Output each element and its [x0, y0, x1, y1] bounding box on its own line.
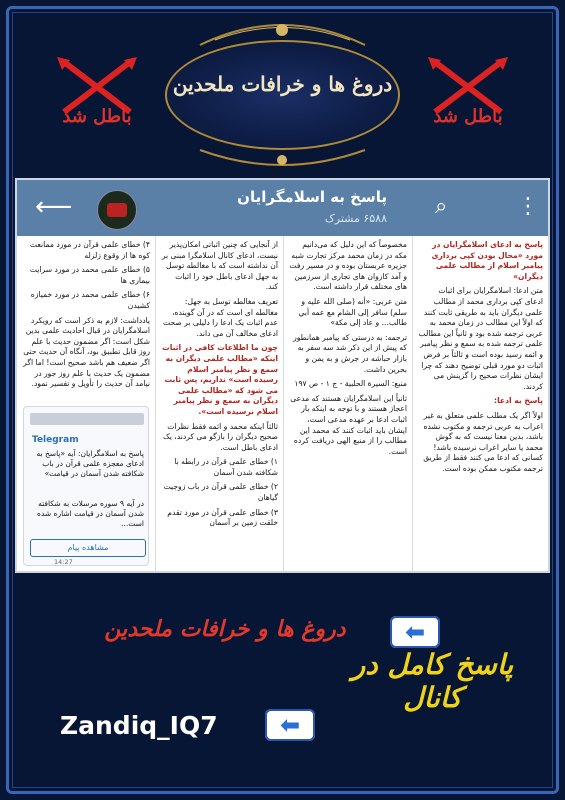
crossed-swords-icon	[52, 52, 142, 142]
telegram-screenshot	[15, 178, 550, 573]
card-reply-text	[30, 449, 144, 529]
message-paragraph: ثالثاً اینکه محمد و ائمه فقط نظرات صحیح دیگران را بازگو می کردند، یک ادعای باطل است.	[162, 421, 278, 452]
card-body: در آیه ۹ سوره مرسلات به شکافته شدن آسمان در قیامت اشاره شده است...	[37, 499, 144, 528]
message-column-1	[412, 236, 548, 571]
message-paragraph: مخصوصاً که این دلیل که می‌دانیم مکه در زمان محمد مرکز تجارت شبه جزیره عربستان بوده و در مسیر رفت و آمد کاروان های تجاری از سرزمین های مختلف قرار داشته است.	[289, 240, 407, 292]
banner-title: دروغ ها و خرافات ملحدین	[172, 72, 393, 96]
list-item: ۵) خطای علمی محمد در مورد سرایت بیماری ها	[29, 265, 150, 285]
more-vert-icon[interactable]: ⋮	[517, 194, 539, 219]
message-source: منبع: السيرة الحلبية - ج ١ - ص ١٩٧	[294, 379, 407, 389]
message-subheading: پاسخ به ادعا:	[494, 396, 543, 406]
message-paragraph: ثانیاً این اسلامگرایان هستند که مدعی اعجاز هستند و با توجه به اینکه بار اثبات ادعا بر عهده مدعی است، ایشان باید اثبات کنند که محمد این مطالب را از منبع الهی دریافت کرده است.	[290, 393, 407, 456]
search-icon[interactable]: ⌕	[435, 194, 448, 219]
bottom-cta	[0, 578, 565, 800]
list-item: ۲) خطای علمی قرآن در باب زوجیت گیاهان	[163, 482, 278, 503]
cta-title: دروغ ها و خرافات ملحدین	[104, 616, 346, 642]
message-quote: متن عربی: «أنه (صلى الله عليه و سلم) سافر إلى الشام مع عمه أبي طالب... و عاد إلى مكة»	[298, 296, 407, 328]
forwarded-message-card[interactable]	[23, 406, 149, 566]
back-arrow-icon[interactable]: ⟵	[35, 192, 73, 222]
subscriber-count: ۶۵۸۸ مشترک	[324, 212, 387, 225]
cta-full-answer: پاسخ کامل در کانال	[351, 648, 514, 714]
message-paragraph: از آنجایی که چنین اثباتی امکان‌پذیر نیست، ادعای کانال اسلامگرا مبنی بر آن نداشته است که با مغالطه توسل به جهل ادعای باطل خود را اثبات کند.	[161, 240, 278, 292]
message-paragraph: متن ادعا: اسلامگرایان برای اثبات ادعای کپی برداری محمد از مطالب علمی دیگران باید به طریقی ثابت کنند که اولاً این مطالب در زمان محمد به عربی ترجمه شده بود و ثانیاً این مطالب علمی ترجمه شده به سمع و نظر پیامبر و ائمه رسید بوده است و ثالثاً بر فرض اثبات دو مورد قبلی توضیح دهند که چرا ایشان نظرات صحیح را گزینش می کردند.	[418, 286, 543, 391]
message-columns	[17, 236, 548, 571]
list-item: ۶) خطای علمی محمد در مورد خمیازه کشیدن	[30, 290, 150, 310]
view-message-button[interactable]: مشاهده پیام	[30, 539, 146, 557]
channel-handle[interactable]: Zandiq_IQ7	[60, 711, 218, 740]
telegram-label: Telegram	[32, 435, 79, 445]
telegram-top-bar	[17, 180, 548, 236]
header	[0, 0, 565, 170]
message-heading: پاسخ به ادعای اسلامگرایان در مورد «محال بودن کپی برداری پیامبر اسلام از مطالب علمی دیگران»	[431, 240, 543, 281]
card-reply: پاسخ به اسلامگرایان: آیه «پاسخ به ادعای معجزه علمی قرآن در باب شکافته شدن آسمان در قیامت»	[36, 449, 144, 478]
message-column-4	[17, 236, 155, 571]
list-item: ۱) خطای علمی قرآن در رابطه با شکافته شدن آسمان	[174, 457, 278, 477]
stamp-left-text: باطل شد	[62, 106, 132, 127]
card-meta: 14:27	[54, 558, 73, 566]
message-paragraph: تعریف مغالطه توسل به جهل: مغالطه ای است که در آن گوینده، عدم اثبات یک ادعا را دلیلی بر صحت ادعای مخالف آن می داند.	[162, 296, 278, 338]
list-item: ۳) خطای علمی قرآن در مورد تقدم خلقت زمین بر آسمان	[167, 507, 278, 528]
channel-name[interactable]: پاسخ به اسلامگرایان	[237, 188, 387, 206]
stamp-right	[423, 52, 513, 142]
stamp-left	[52, 52, 142, 142]
message-column-2	[283, 236, 412, 571]
message-paragraph: ترجمه: به درستی که پیامبر همانطور که پیش از این ذکر شد سه سفر به بازار حباشه در جرش و به یمن و بحرین داشت.	[293, 332, 407, 374]
arrow-left-icon[interactable]: ⬅	[265, 709, 315, 741]
blurred-header	[30, 413, 144, 425]
message-paragraph: اولاً اگر یک مطلب علمی متعلق به غیر اعراب به عربی ترجمه و مکتوب نشده باشد، بدین معنا نیست که به گوش محمد یا سایر اعراب نرسیده باشد! کسانی که ادعا می کنند فقط از طریق ترجمه مکتوب ممکن بوده است.	[423, 410, 543, 473]
crossed-swords-icon	[423, 52, 513, 142]
message-column-3	[155, 236, 283, 571]
message-highlight: چون ما اطلاعات کافی در اثبات اینکه «مطالب علمی دیگران به سمع و نظر پیامبر اسلام رسیده است» نداریم، پس ثابت می شود که «مطالب علمی دیگران به سمع و نظر پیامبر اسلام نرسیده است».	[162, 343, 278, 416]
list-item: ۴) خطای علمی قرآن در مورد ممانعت کوه ها از وقوع زلزله	[29, 240, 150, 260]
arrow-left-icon[interactable]: ⬅	[390, 616, 440, 648]
message-paragraph: یادداشت: لازم به ذکر است که رویکرد اسلامگرایان در قبال احادیث علمی بدین شکل است: اگر مضمون حدیث با علم روز قابل تطبیق بود، آنگاه آن حدیث حتی اگر ضعیف هم باشد صحیح است! اما اگر مضمون یک حدیث با علم روز جور در نیامد آن حدیث را تأویل و تفسیر نمود.	[23, 315, 150, 389]
channel-avatar[interactable]	[97, 190, 137, 230]
stamp-right-text: باطل شد	[433, 106, 503, 127]
